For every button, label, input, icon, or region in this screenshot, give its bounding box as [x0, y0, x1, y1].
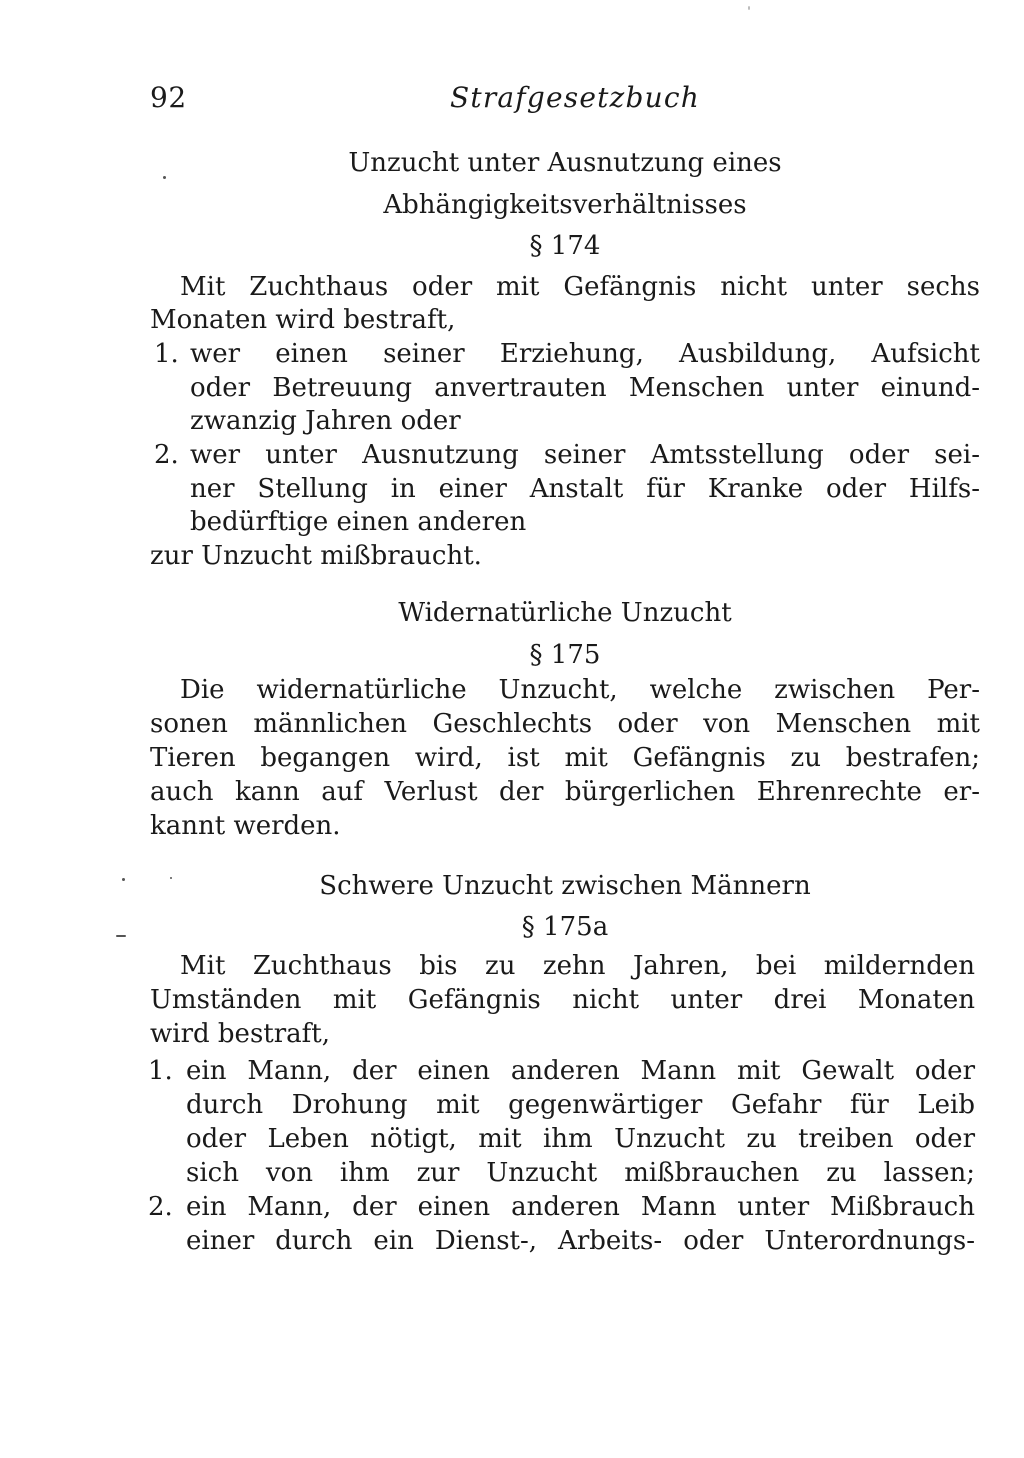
section-174-item-1-line-1: wer einen seiner Erziehung, Ausbildung, Aufsicht: [190, 339, 980, 369]
scan-speck: [116, 935, 126, 937]
section-174-paragraph-number: § 174: [529, 231, 601, 261]
section-174-heading-line-2: Abhängigkeitsverhältnisses: [383, 190, 747, 220]
section-175-line-1: Die widernatürliche Unzucht, welche zwischen Per-: [180, 675, 980, 705]
section-175-line-4: auch kann auf Verlust der bürgerlichen Ehrenrechte er-: [150, 777, 980, 807]
section-175-line-5: kannt werden.: [150, 811, 341, 841]
section-175a-item-2-number: 2.: [148, 1192, 173, 1222]
section-175a-intro-line-2: Umständen mit Gefängnis nicht unter drei Monaten: [150, 985, 975, 1015]
scan-speck: [170, 877, 172, 879]
section-174-intro-line-2: Monaten wird bestraft,: [150, 305, 456, 335]
section-175a-item-1-line-3: oder Leben nötigt, mit ihm Unzucht zu treiben oder: [186, 1124, 975, 1154]
page-number: 92: [150, 81, 187, 114]
section-174-item-2-number: 2.: [154, 440, 179, 470]
section-174-item-1-line-2: oder Betreuung anvertrauten Menschen unter einund-: [190, 373, 980, 403]
section-174-item-2-line-3: bedürftige einen anderen: [190, 507, 527, 537]
section-175a-heading: Schwere Unzucht zwischen Männern: [319, 871, 811, 901]
running-title: Strafgesetzbuch: [450, 81, 700, 114]
section-175a-intro-line-3: wird bestraft,: [150, 1019, 330, 1049]
section-175-line-3: Tieren begangen wird, ist mit Gefängnis zu bestrafen;: [150, 743, 980, 773]
section-174-item-1-line-3: zwanzig Jahren oder: [190, 406, 461, 436]
section-175a-item-1-line-4: sich von ihm zur Unzucht mißbrauchen zu lassen;: [186, 1158, 975, 1188]
section-174-intro-line-1: Mit Zuchthaus oder mit Gefängnis nicht unter sechs: [180, 272, 980, 302]
section-174-item-1-number: 1.: [154, 339, 179, 369]
running-head: [150, 78, 980, 122]
section-174-item-2-line-2: ner Stellung in einer Anstalt für Kranke oder Hilfs-: [190, 474, 980, 504]
section-175a-paragraph-number: § 175a: [521, 912, 609, 942]
scan-speck: [163, 176, 166, 179]
scan-speck: [122, 878, 125, 881]
section-174-closing: zur Unzucht mißbraucht.: [150, 541, 482, 571]
section-175-line-2: sonen männlichen Geschlechts oder von Menschen mit: [150, 709, 980, 739]
section-175a-item-1-number: 1.: [148, 1056, 173, 1086]
section-175-heading: Widernatürliche Unzucht: [398, 598, 732, 628]
section-175a-item-1-line-2: durch Drohung mit gegenwärtiger Gefahr für Leib: [186, 1090, 975, 1120]
section-175a-item-1-line-1: ein Mann, der einen anderen Mann mit Gewalt oder: [186, 1056, 975, 1086]
scan-speck: [748, 6, 750, 10]
section-175a-intro-line-1: Mit Zuchthaus bis zu zehn Jahren, bei mildernden: [180, 951, 975, 981]
section-175-paragraph-number: § 175: [529, 640, 601, 670]
section-175a-item-2-line-1: ein Mann, der einen anderen Mann unter Mißbrauch: [186, 1192, 975, 1222]
section-174-item-2-line-1: wer unter Ausnutzung seiner Amtsstellung oder sei-: [190, 440, 980, 470]
section-175a-item-2-line-2: einer durch ein Dienst-, Arbeits- oder Unterordnungs-: [186, 1226, 975, 1256]
section-174-heading-line-1: Unzucht unter Ausnutzung eines: [348, 148, 782, 178]
